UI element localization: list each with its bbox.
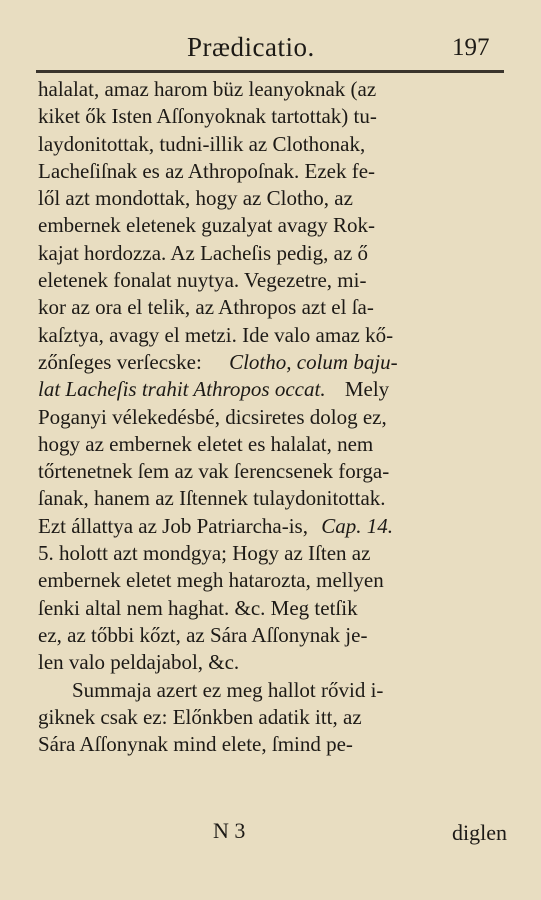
chapter-reference: Cap. 14. — [321, 513, 393, 538]
text-line: embernek eletet megh hatarozta, mellyen — [38, 568, 384, 593]
text-line: embernek eletenek guzalyat avagy Rok- — [38, 213, 376, 238]
running-title: Prædicatio. — [187, 32, 315, 62]
page-number: 197 — [452, 34, 490, 61]
text-line: Poganyi vélekedésbé, dicsiretes dolog ez, — [38, 404, 387, 429]
citation-text: Ezt állattya az Job Patriarcha-is, — [38, 513, 308, 538]
text-line-verse — [38, 376, 508, 403]
text-line-citation — [38, 513, 508, 540]
page-footer — [0, 818, 541, 848]
text-line: kaſztya, avagy el metzi. Ide valo amaz kő- — [38, 322, 394, 347]
text-line: giknek csak ez: Előnkben adatik itt, az — [38, 704, 362, 729]
latin-verse-end: lat Lacheſis trahit Athropos occat. — [38, 377, 326, 402]
text-line: ſenki altal nem haghat. &c. Meg tetſik — [38, 595, 358, 620]
text-line: kor az ora el telik, az Athropos azt el ſa- — [38, 295, 374, 320]
text-line: tőrtenetnek ſem az vak ſerencsenek forga- — [38, 459, 390, 484]
text-line: lől azt mondottak, hogy az Clotho, az — [38, 186, 353, 211]
text-line: laydonitottak, tudni-illik az Clothonak, — [38, 131, 366, 156]
latin-verse-start: Clotho, colum baju- — [229, 349, 398, 374]
signature-mark: N 3 — [213, 818, 246, 843]
text-line: eletenek fonalat nuytya. Vegezetre, mi- — [38, 268, 367, 293]
text-line: Lacheſiſnak es az Athropoſnak. Ezek fe- — [38, 158, 376, 183]
running-header — [0, 30, 541, 70]
header-rule — [36, 70, 504, 73]
catchword: diglen — [452, 820, 507, 845]
text-line: halalat, amaz harom büz leanyoknak (az — [38, 77, 377, 101]
text-line: ſanak, hanem az Iſtennek tulaydonitottak. — [38, 486, 386, 511]
paragraph-start-line: Summaja azert ez meg hallot rővid i- — [72, 677, 384, 702]
text-line: 5. holott azt mondgya; Hogy az Iſten az — [38, 541, 371, 566]
text-line: hogy az embernek eletet es halalat, nem — [38, 431, 374, 456]
text-line: ez, az tőbbi kőzt, az Sára Aſſonynak je- — [38, 622, 368, 647]
body-text — [38, 76, 508, 758]
text-line: kiket ők Isten Aſſonyoknak tartottak) tu- — [38, 104, 377, 129]
text-line: len valo peldajabol, &c. — [38, 650, 240, 675]
text-line: kajat hordozza. Az Lacheſis pedig, az ő — [38, 240, 369, 265]
text-line: Sára Aſſonynak mind elete, ſmind pe- — [38, 732, 353, 757]
text-line-verse-intro — [38, 349, 508, 376]
verse-intro: zőnſeges verſecske: — [38, 349, 202, 374]
verse-following-word: Mely — [344, 377, 390, 402]
